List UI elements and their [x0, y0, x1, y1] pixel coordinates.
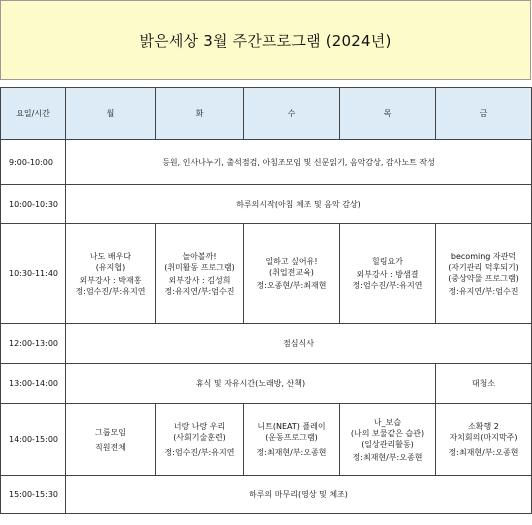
table-row: [1, 224, 532, 324]
table-row: [1, 404, 532, 476]
program-name: 너랑 나랑 우리: [173, 422, 226, 431]
program-name: 소확행 2: [468, 422, 499, 431]
staff: 정:최재현/부:오종현: [448, 448, 519, 457]
header-day-fri: 금: [436, 88, 532, 140]
program-name: 힐링요가: [372, 257, 403, 266]
program-cell-mon: [66, 404, 156, 476]
header-day-tue: 화: [156, 88, 244, 140]
header-row: [1, 88, 532, 140]
activity-cell-fri: 대청소: [436, 364, 532, 404]
program-subtitle: (나의 보물같은 습관): [350, 428, 425, 438]
time-cell: 12:00-13:00: [1, 324, 66, 364]
time-cell: 15:00-15:30: [1, 476, 66, 514]
table-row: [1, 364, 532, 404]
program-cell-tue: [156, 224, 244, 324]
program-cell-thu: [340, 404, 436, 476]
program-subtitle: (유지협): [95, 262, 126, 272]
program-name: 놀아볼까!: [182, 251, 217, 261]
time-cell: 10:30-11:40: [1, 224, 66, 324]
time-cell: 9:00-10:00: [1, 140, 66, 185]
table-row: [1, 185, 532, 224]
program-name: becoming 자관덕: [450, 251, 517, 261]
table-row: [1, 140, 532, 185]
program-name: 니트(NEAT) 플레이: [257, 422, 326, 431]
time-cell: 14:00-15:00: [1, 404, 66, 476]
program-cell-fri: [436, 404, 532, 476]
weekly-schedule-table: [0, 87, 532, 514]
staff: 정:엄수진/부:유지연: [352, 281, 423, 290]
program-cell-wed: [244, 224, 340, 324]
program-cell-fri: [436, 224, 532, 324]
staff: 정:엄수진/부:유지연: [75, 286, 146, 296]
staff: 정:오종현/부:최재현: [256, 281, 327, 290]
program-cell-wed: [244, 404, 340, 476]
time-cell: 10:00-10:30: [1, 185, 66, 224]
page-title: 밝은세상 3월 주간프로그램 (2024년): [139, 31, 392, 50]
activity-cell: 등원, 인사나누기, 출석점검, 아침조모임 및 신문읽기, 음악감상, 감사노트 작성: [66, 140, 532, 185]
program-subtitle: (사회기술훈련): [173, 433, 226, 442]
program-subtitle: (중상약물 프로그램): [448, 273, 519, 283]
staff: 정:유지연/부:엄수진: [164, 286, 235, 296]
staff: 정:최재현/부:오종현: [256, 448, 327, 457]
time-cell: 13:00-14:00: [1, 364, 66, 404]
activity-cell: 하루의 마무리(영상 및 체조): [66, 476, 532, 514]
header-day-thu: 목: [340, 88, 436, 140]
program-subtitle: (취미활동 프로그램): [164, 262, 235, 272]
header-time: 요일/시간: [1, 88, 66, 140]
program-subtitle: (운동프로그램): [265, 433, 318, 442]
program-subtitle: (취업전교육): [269, 268, 314, 277]
program-cell-thu: [340, 224, 436, 324]
table-row: [1, 476, 532, 514]
instructor: 외부강사 : 김성희: [168, 275, 231, 285]
staff: 직원전체: [95, 442, 126, 452]
header-day-wed: 수: [244, 88, 340, 140]
instructor: 외부강사 : 박재홍: [79, 275, 142, 285]
program-name: 일하고 싶어유!: [265, 257, 318, 266]
program-name: 나도 배우다: [89, 251, 132, 261]
activity-cell: 점심식사: [66, 324, 532, 364]
program-cell-tue: [156, 404, 244, 476]
activity-cell: 휴식 및 자유시간(노래방, 산책): [66, 364, 436, 404]
program-subtitle: (자기관리 덕후되기): [448, 262, 519, 272]
header-day-mon: 월: [66, 88, 156, 140]
table-row: [1, 324, 532, 364]
activity-cell: 하루의시작(아침 체조 및 음악 감상): [66, 185, 532, 224]
title-banner: [0, 0, 531, 80]
instructor: 외부강사 : 방샘결: [356, 270, 419, 279]
program-name: 나_보습: [373, 417, 402, 427]
program-subtitle: (일상관리활동): [361, 439, 414, 449]
program-cell-mon: [66, 224, 156, 324]
program-subtitle: 자치회의(마지막주): [449, 433, 518, 442]
staff: 정:최재현/부:오종현: [352, 452, 423, 462]
program-name: 그룹모임: [95, 427, 126, 437]
staff: 정:엄수진/부:유지연: [164, 448, 235, 457]
staff: 정:유지연/부:엄수진: [448, 286, 519, 296]
